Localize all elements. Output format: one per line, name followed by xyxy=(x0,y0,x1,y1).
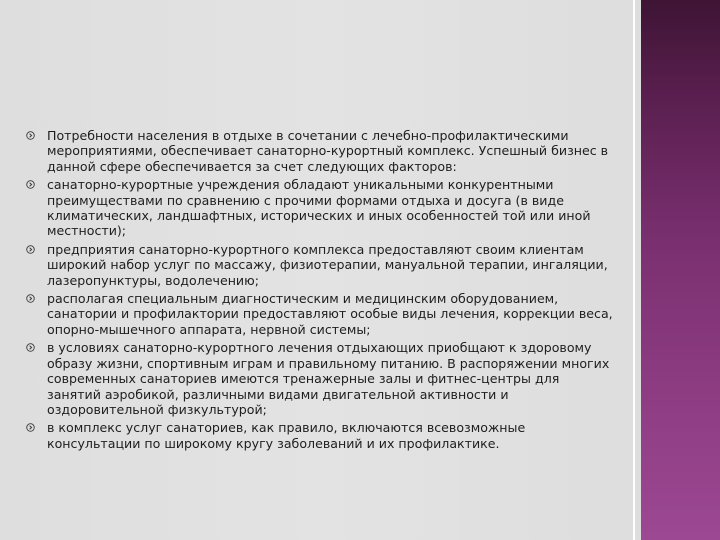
bullet-list xyxy=(26,128,616,451)
vertical-divider xyxy=(633,0,635,540)
bullet-item-services xyxy=(26,242,616,288)
circled-chevron-right-icon xyxy=(26,245,35,254)
bullet-item-consultations xyxy=(26,420,616,451)
bullet-text: предприятия санаторно-курортного комплекса предоставляют своим клиентам широкий набор услуг по массажу, физиотерапии, мануальной терапии, ингаляции, лазеропунктуры, водолечению; xyxy=(47,241,608,288)
bullet-item-healthy-lifestyle xyxy=(26,340,616,417)
bullet-text: в условиях санаторно-курортного лечения отдыхающих приобщают к здоровому образу жизни, спортивным играм и правильному питанию. В распоряжении многих современных санаториев имеются тренажерные залы и фитнес-центры для занятий аэробикой, различными видами двигательной активности и оздоровительной физкультурой; xyxy=(47,340,610,417)
decorative-side-bar xyxy=(641,0,720,540)
slide-content xyxy=(26,128,616,454)
bullet-text: санаторно-курортные учреждения обладают уникальными конкурентными преимуществами по сравнению с прочими формами отдыха и досуга (в виде климатических, ландшафтных, исторических и иных особенностей той или иной местности); xyxy=(47,177,591,239)
bullet-text: Потребности населения в отдыхе в сочетании с лечебно-профилактическими мероприятиями, обеспечивает санаторно-курортный комплекс. Успешный бизнес в данной сфере обеспечивается за счет следующих факторов: xyxy=(47,128,609,174)
bullet-item-diagnostics xyxy=(26,291,616,337)
bullet-item-needs xyxy=(26,128,616,174)
circled-chevron-right-icon xyxy=(26,131,35,140)
bullet-item-competitive-advantages xyxy=(26,177,616,239)
circled-chevron-right-icon xyxy=(26,294,35,303)
bullet-text: в комплекс услуг санаториев, как правило, включаются всевозможные консультации по широкому кругу заболеваний и их профилактике. xyxy=(47,420,526,451)
circled-chevron-right-icon xyxy=(26,180,35,189)
bullet-text: располагая специальным диагностическим и медицинским оборудованием, санатории и профилактории предоставляют особые виды лечения, коррекции веса, опорно-мышечного аппарата, нервной системы; xyxy=(47,291,613,337)
circled-chevron-right-icon xyxy=(26,423,35,432)
circled-chevron-right-icon xyxy=(26,343,35,352)
